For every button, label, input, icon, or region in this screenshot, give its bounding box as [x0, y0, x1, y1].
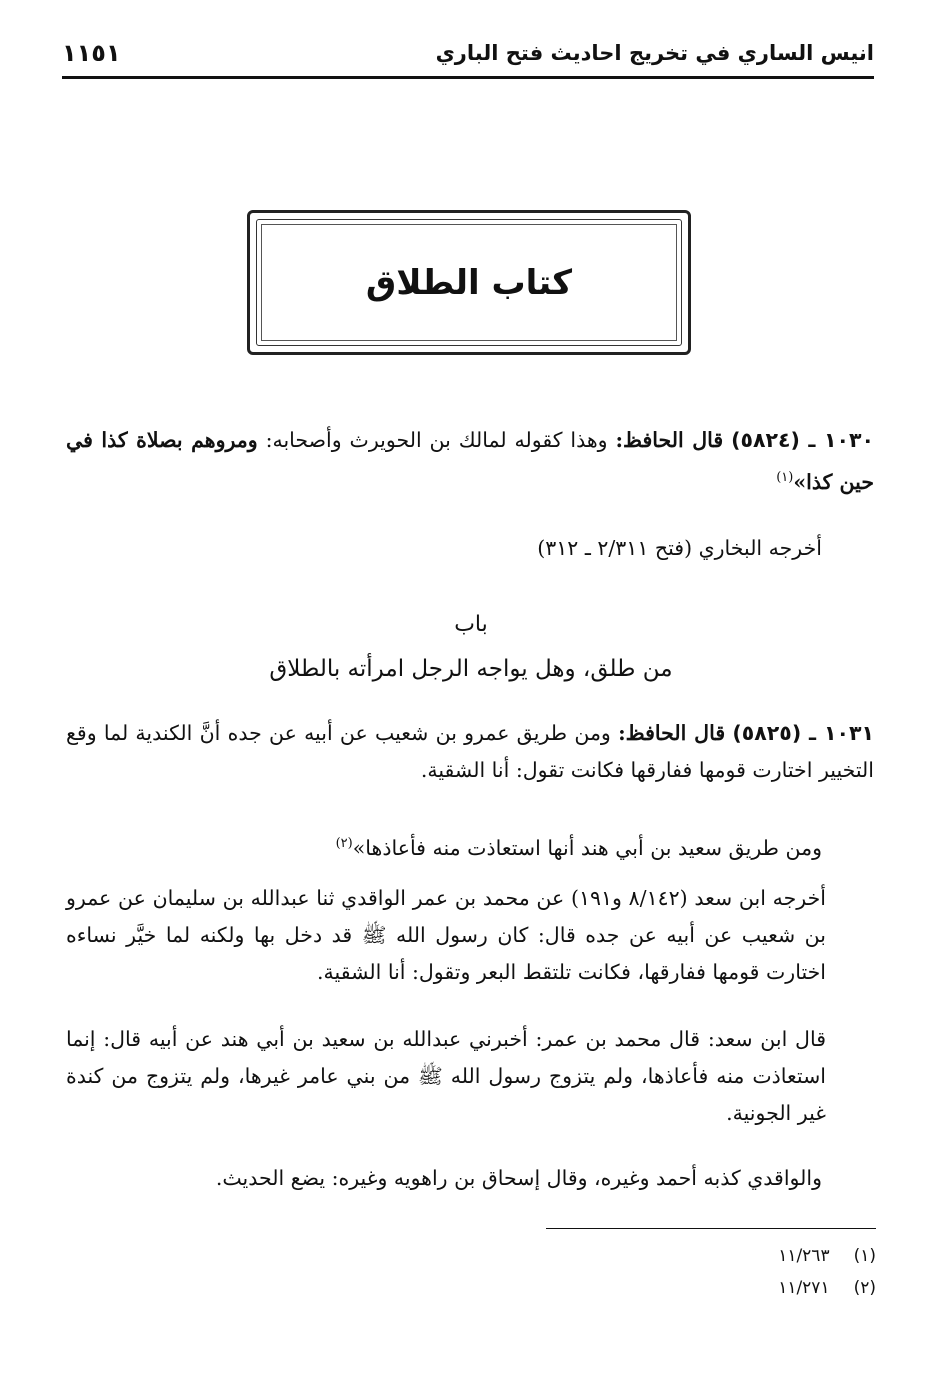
footnote [778, 1272, 876, 1304]
book-title: كتاب الطلاق [365, 262, 573, 303]
hadith-text: وهذا كقوله لمالك بن الحويرث وأصحابه: [257, 428, 616, 452]
hadith-number: ١٠٣١ ـ (٥٨٢٥) [732, 721, 874, 745]
footnote-label: (١) [853, 1246, 876, 1266]
footnote-ref-text: ١١/٢٧١ [778, 1278, 830, 1298]
footnote-divider [546, 1228, 876, 1229]
footnote-ref: (٢) [335, 836, 353, 851]
page-number: ١١٥١ [62, 39, 121, 67]
hadith-1031 [66, 715, 874, 789]
footnote-label: (٢) [853, 1278, 876, 1298]
speaker: قال الحافظ: [615, 428, 724, 452]
hadith-1031-second [66, 825, 822, 867]
book-title-frame [247, 210, 691, 355]
footnote [778, 1240, 876, 1272]
hadith-quote: ومروهم بصلاة كذا في حين كذا» [66, 428, 874, 494]
hadith-text: ومن طريق عمرو بن شعيب عن أبيه عن جده أنَّ الكندية لما وقع التخيير اختارت قومها ففارقها فكانت تقول: أنا الشقية. [66, 721, 874, 782]
footnote-ref: (١) [776, 470, 794, 485]
paragraph-waqidi: والواقدي كذبه أحمد وغيره، وقال إسحاق بن راهويه وغيره: يضع الحديث. [215, 1166, 822, 1190]
hadith-1030 [66, 422, 874, 501]
hadith-number: ١٠٣٠ ـ (٥٨٢٤) [731, 428, 874, 452]
chapter-title: من طلق، وهل يواجه الرجل امرأته بالطلاق [269, 656, 673, 682]
hadith-text: ومن طريق سعيد بن أبي هند أنها استعاذت منه فأعاذها» [352, 835, 822, 860]
footnotes [778, 1240, 876, 1304]
paragraph-takhrij: أخرجه ابن سعد (٨/١٤٢ و١٩١) عن محمد بن عمر الواقدي ثنا عبدالله بن سليمان عن عمرو بن شعيب عن أبيه عن جده قال: كان رسول الله ﷺ قد دخل بها ولكنه لما خيَّر نساءه اختارت قومها ففارقها، فكانت تلتقط البعر وتقول: أنا الشقية. [66, 886, 826, 984]
running-title: انيس الساري في تخريج احاديث فتح الباري [435, 41, 874, 65]
speaker: قال الحافظ: [618, 721, 726, 745]
page-header [62, 30, 874, 79]
footnote-ref-text: ١١/٢٦٣ [778, 1246, 830, 1266]
chapter-label: باب [454, 612, 488, 637]
source-1030: أخرجه البخاري (فتح ٢/٣١١ ـ ٣١٢) [537, 536, 822, 560]
paragraph-ibn-saad: قال ابن سعد: قال محمد بن عمر: أخبرني عبدالله بن سعيد بن أبي هند عن أبيه قال: إنما استعاذت منه فأعاذها، ولم يتزوج رسول الله ﷺ من بني عامر غيرها، ولم يتزوج من كندة غير الجونية. [66, 1027, 826, 1125]
